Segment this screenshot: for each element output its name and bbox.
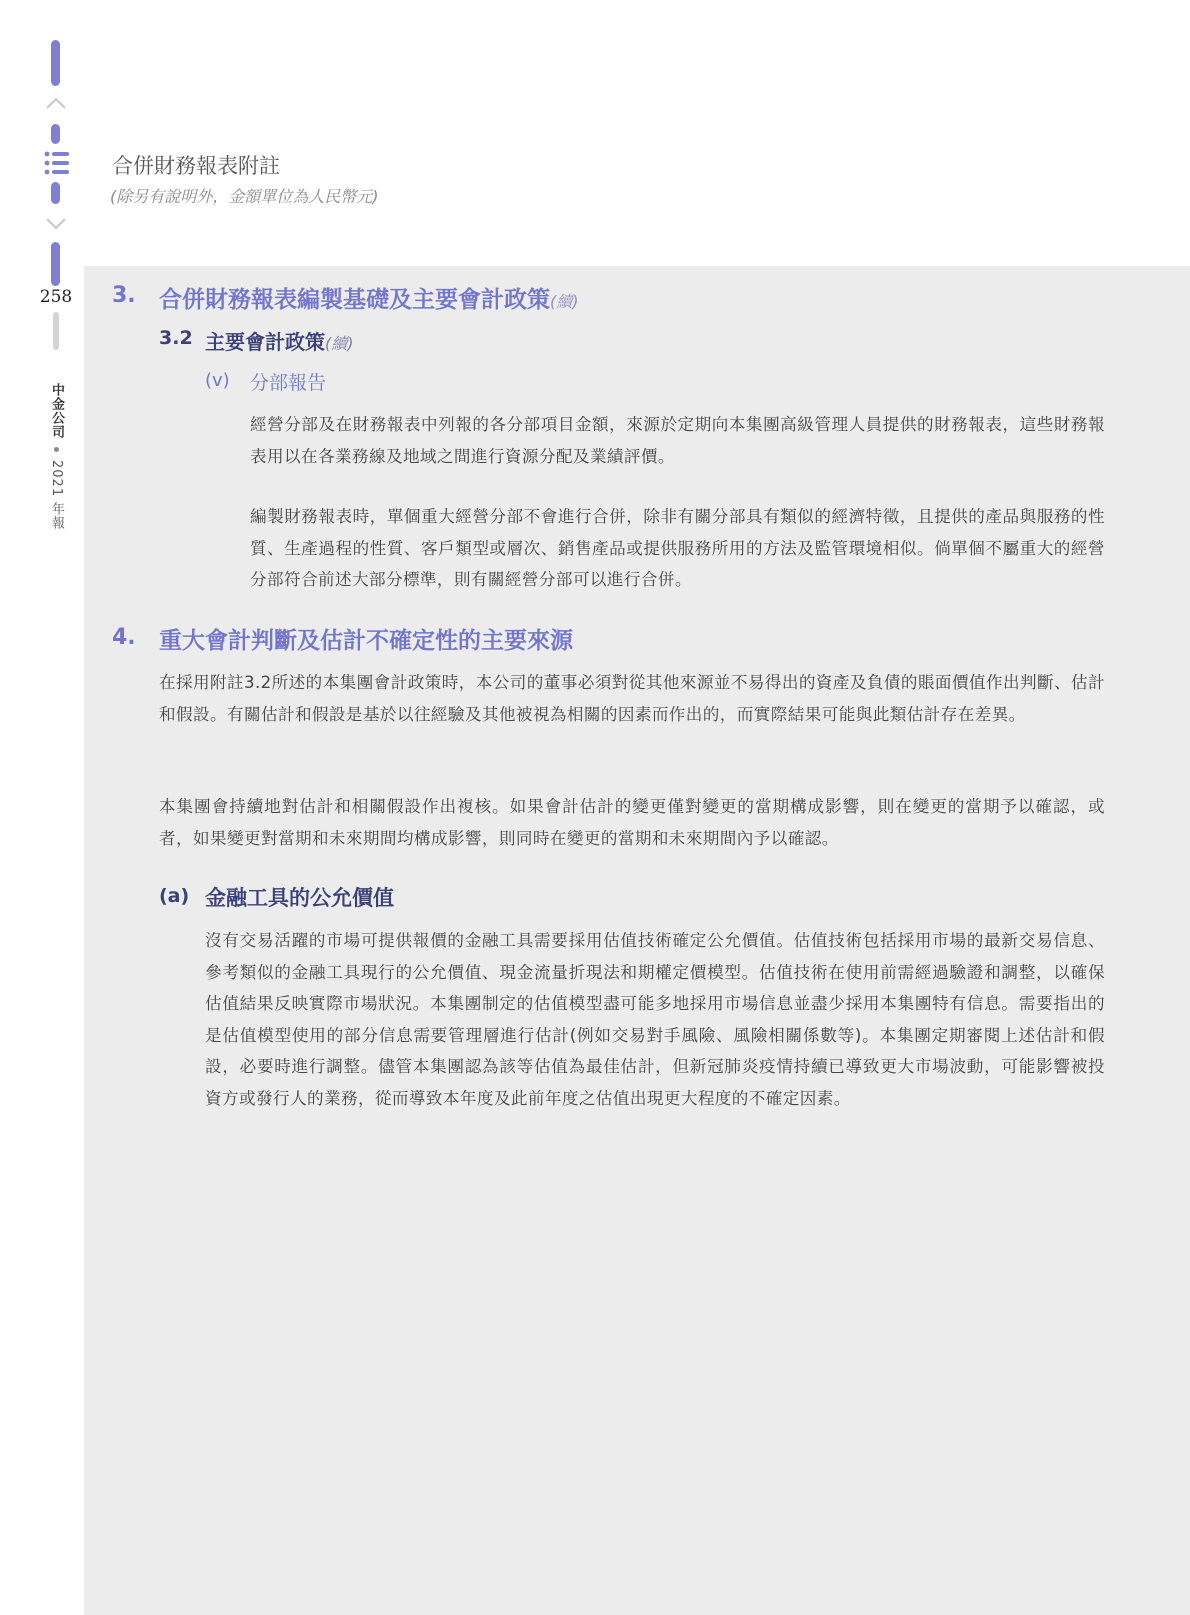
list-icon[interactable] [44,151,70,175]
page-number: 258 [39,287,73,307]
rail-grey-bar [53,312,59,350]
subsection-3-2-title [205,326,354,355]
rail-accent-bar-top [51,40,60,86]
separator-dot [54,447,59,452]
chevron-down-icon[interactable] [45,216,67,232]
judgement-paragraph-1: 在採用附註3.2所述的本集團會計政策時，本公司的董事必須對從其他來源並不易得出的資產及負債的賬面價值作出判斷、估計和假設。有關估計和假設是基於以往經驗及其他被視為相關的因素而作出的，而實際結果可能與此類估計存在差異。 [159,673,1105,724]
report-year: 2021 年報 [49,460,64,531]
rail-accent-bar-4 [51,242,60,286]
rail-report-label [46,383,66,530]
section-3-continued: (續) [550,292,579,311]
page-subtitle: (除另有說明外，金額單位為人民幣元) [110,187,379,206]
section-4-title: 重大會計判斷及估計不確定性的主要來源 [159,628,573,654]
subsection-a-title: 金融工具的公允價值 [205,886,394,910]
subsection-3-2-continued: (續) [325,334,354,353]
page-title: 合併財務報表附註 [112,154,280,178]
company-name: 中金公司 [49,383,64,439]
judgement-paragraph-2: 本集團會持續地對估計和相關假設作出複核。如果會計估計的變更僅對變更的當期構成影響，則在變更的當期予以確認，或者，如果變更對當期和未來期間均構成影響，則同時在變更的當期和未來期間內予以確認。 [159,797,1105,848]
rail-accent-bar-2 [51,124,60,144]
section-3-title-text: 合併財務報表編製基礎及主要會計政策 [159,287,550,313]
item-v-number: (v) [205,370,230,391]
subsection-a-number: (a) [159,885,190,907]
fair-value-paragraph: 沒有交易活躍的市場可提供報價的金融工具需要採用估值技術確定公允價值。估值技術包括採用市場的最新交易信息、參考類似的金融工具現行的公允價值、現金流量折現法和期權定價模型。估值技術在使用前需經過驗證和調整，以確保估值結果反映實際市場狀況。本集團制定的估值模型盡可能多地採用市場信息並盡少採用本集團特有信息。需要指出的是估值模型使用的部分信息需要管理層進行估計(例如交易對手風險、風險相關係數等)。本集團定期審閱上述估計和假設，必要時進行調整。儘管本集團認為該等估值為最佳估計，但新冠肺炎疫情持續已導致更大市場波動，可能影響被投資方或發行人的業務，從而導致本年度及此前年度之估值出現更大程度的不確定因素。 [205,931,1105,1108]
segment-paragraph-1: 經營分部及在財務報表中列報的各分部項目金額，來源於定期向本集團高級管理人員提供的財務報表，這些財務報表用以在各業務線及地域之間進行資源分配及業績評價。 [250,415,1105,466]
segment-paragraph-2: 編製財務報表時，單個重大經營分部不會進行合併，除非有關分部具有類似的經濟特徵，且提供的產品與服務的性質、生產過程的性質、客戶類型或層次、銷售產品或提供服務所用的方法及監管環境相似。倘單個不屬重大的經營分部符合前述大部分標準，則有關經營分部可以進行合併。 [250,507,1105,589]
subsection-3-2-title-text: 主要會計政策 [205,330,325,354]
subsection-3-2-number: 3.2 [159,327,193,349]
section-3-title [159,281,579,314]
rail-accent-bar-3 [51,182,60,204]
section-3-number: 3. [112,283,136,308]
chevron-up-icon[interactable] [45,95,67,111]
item-v-title: 分部報告 [250,372,327,394]
section-4-number: 4. [112,625,136,650]
